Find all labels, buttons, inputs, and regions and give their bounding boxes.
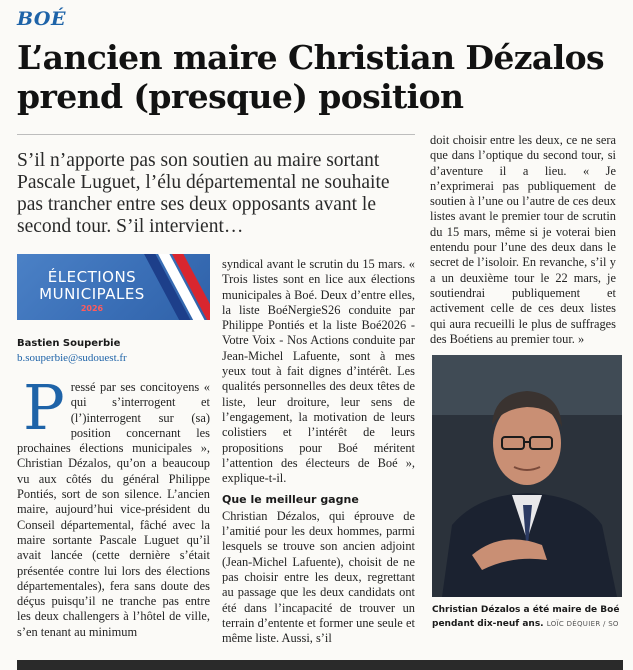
photo-credit: LOÏC DÉQUIER / SO <box>546 620 619 628</box>
portrait-photo <box>432 355 622 597</box>
caption-text: Christian Dézalos a été maire de Boé pendant dix-neuf ans. <box>432 605 620 629</box>
body-column-3 <box>430 133 616 347</box>
body-text-3: doit choisir entre les deux, ce ne sera que dans l’optique du second tour, si d’aventure il a lieu. « Je n’exprimerai pas publiquement de soutien à l’une ou l’autre de ces deux listes avant le premier tour de scrutin du 15 mars, même si je voterai bien entendu pour l’une des deux dans le secret de l’isoloir. En revanche, s’il y a un deuxième tour le 22 mars, je soutiendrai publiquement et activement celle de ces deux listes qui aura recueilli le plus de suffrages des Boétiens au premier tour. » <box>430 133 616 346</box>
drop-cap: P <box>23 371 65 444</box>
portrait-illustration <box>432 355 622 597</box>
banner-line1: ÉLECTIONS <box>47 268 137 286</box>
body-text-1: ressé par ses concitoyens « qui s’interrogent et (l’)interrogent sur (sa) position concernant les prochaines élections municipales », Christian Dézalos, qu’on a beaucoup vu aux côtés du général Philippe Pontiés, sort de son silence. L’ancien maire, aujourd’hui vice-président du Conseil départemental, fâché avec la maire sortante Pascale Luguet qu’il avait lancée (cette dernière s’était présentée contre lui lors des élections départementales), fera sans doute des déçus puisqu’il ne tranche pas entre les deux challengers à l’hôtel de ville, s’en tenant au minimum <box>17 380 210 639</box>
photo-caption <box>432 603 627 631</box>
divider <box>17 134 415 135</box>
body-text-2a: syndical avant le scrutin du 15 mars. « Trois listes sont en lice aux élections municipales à Boé. Deux d’entre elles, la liste BoéNergieS26 conduite par Philippe Pontiés et la liste Boé2026 - Votre Voix - Nos Actions conduite par Jean-Michel Lafuente, sont à mes yeux tout à fait dignes d’intérêt. Les qualités personnelles des deux têtes de liste, leur droiture, leur sens de l’engagement, la motivation de leurs colistiers et l’intérêt de leurs propositions pour Boé méritent l’attention des électeurs de Boé », explique-t-il. <box>222 257 415 486</box>
subheading: Que le meilleur gagne <box>222 493 359 507</box>
section-kicker: BOÉ <box>17 8 66 30</box>
elections-banner <box>17 254 210 320</box>
byline <box>17 338 217 364</box>
body-column-2 <box>222 257 415 646</box>
body-column-1 <box>17 371 210 640</box>
body-text-2b: Christian Dézalos, qui éprouve de l’amitié pour les deux hommes, parmi lesquels se trouve son ancien adjoint (Jean-Michel Lafuente), choisit de ne pas choisir entre les deux, regrettant au passage que les deux candidats ont été dans l’incapacité de trouver un terrain d’entente et former une seule et même liste. Aussi, s’il <box>222 508 415 646</box>
author-email[interactable]: b.souperbie@sudouest.fr <box>17 352 127 364</box>
banner-line2: MUNICIPALES <box>39 285 145 303</box>
article-headline: L’ancien maire Christian Dézalos prend (presque) position <box>17 38 605 116</box>
article-lead: S’il n’apporte pas son soutien au maire sortant Pascale Luguet, l’élu départemental ne souhaite pas trancher entre ses deux opposants avant le second tour. S’il intervient… <box>17 150 390 237</box>
bottom-bar <box>17 660 623 670</box>
banner-year: 2026 <box>80 304 104 313</box>
author-name: Bastien Souperbie <box>17 338 121 349</box>
